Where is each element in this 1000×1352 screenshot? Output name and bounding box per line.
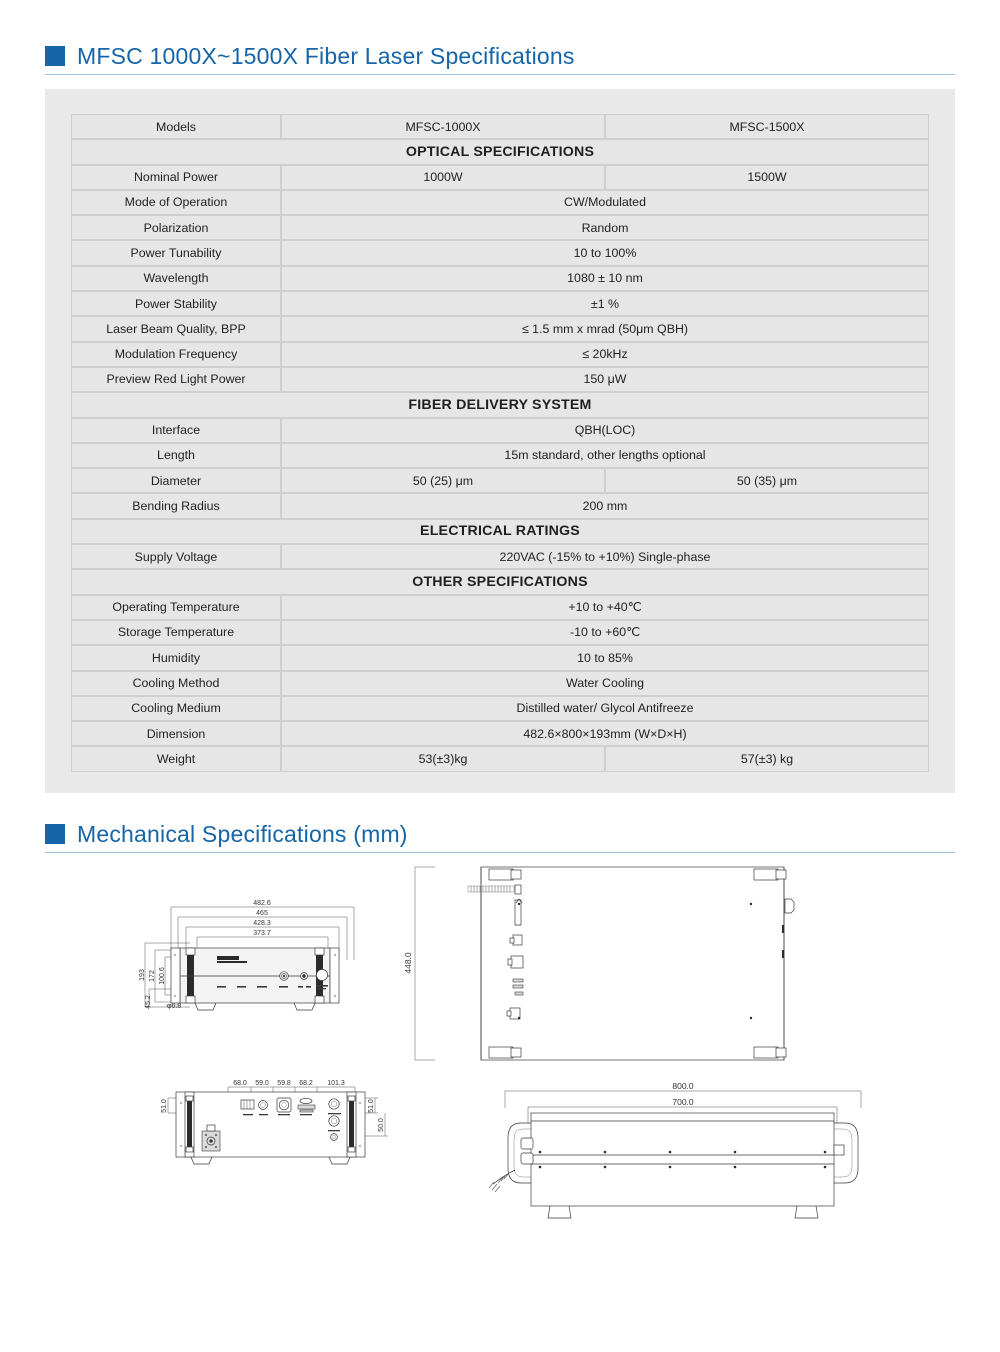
dim-428-3: 428.3 (253, 920, 271, 927)
dim-68-2: 68.2 (299, 1080, 313, 1087)
front-left-ear (171, 948, 180, 1003)
table-cell-value: Water Cooling (281, 671, 929, 696)
connector-detail-6 (513, 985, 523, 988)
connector-detail-8b (507, 1011, 511, 1016)
table-row-cooling-medium (71, 696, 929, 721)
connector-detail-3b (510, 938, 514, 943)
table-cell-label: Humidity (71, 645, 281, 670)
handle-bottom-left-cap (186, 996, 195, 1003)
table-row-models (71, 114, 929, 139)
table-cell-value-1000x: 50 (25) μm (281, 468, 605, 493)
screw-dot (518, 1017, 520, 1019)
connector-detail-4 (511, 956, 523, 968)
table-cell-value: 15m standard, other lengths optional (281, 443, 929, 468)
table-cell-value: 220VAC (-15% to +10%) Single-phase (281, 544, 929, 569)
table-cell-label: Power Tunability (71, 240, 281, 265)
table-row-operating-temperature (71, 595, 929, 620)
table-cell-label: Power Stability (71, 291, 281, 316)
table-cell-label: Interface (71, 418, 281, 443)
table-cell-model-1000x: MFSC-1000X (281, 114, 605, 139)
front-right-foot (294, 1003, 315, 1010)
table-cell-value-1500x: 50 (35) μm (605, 468, 929, 493)
table-cell-value: CW/Modulated (281, 190, 929, 215)
connector-detail-5 (513, 979, 523, 982)
table-cell-value-1000x: 53(±3)kg (281, 746, 605, 771)
dim-59-8: 59.8 (277, 1080, 291, 1087)
ac-input-connector-icon (259, 1101, 268, 1110)
table-cell-value: ≤ 20kHz (281, 342, 929, 367)
top-ear-tab-fl (511, 870, 521, 879)
water-out-connector-icon (329, 1099, 339, 1109)
dim-51-0-right: 51.0 (368, 1099, 375, 1113)
connector-detail-1 (515, 885, 521, 894)
screw-dot (750, 903, 752, 905)
rear-handle-cap-br (348, 1147, 355, 1152)
dim-193: 193 (139, 969, 146, 981)
side-connector-1 (521, 1138, 533, 1149)
table-row-preview-red-light (71, 367, 929, 392)
rear-view-drawing (161, 1080, 388, 1164)
table-row-group-fiber (71, 392, 929, 417)
dim-68-0: 68.0 (233, 1080, 247, 1087)
mechanical-section-heading (45, 816, 955, 852)
ground-terminal-icon (331, 1134, 338, 1141)
table-row-humidity (71, 645, 929, 670)
table-cell-value: 10 to 100% (281, 240, 929, 265)
table-cell-label: Cooling Method (71, 671, 281, 696)
table-row-cooling-method (71, 671, 929, 696)
table-cell-label: Laser Beam Quality, BPP (71, 316, 281, 341)
dim-51-0-left: 51.0 (161, 1099, 168, 1113)
table-cell-value-1500x: 57(±3) kg (605, 746, 929, 771)
table-cell-label: Supply Voltage (71, 544, 281, 569)
top-ear-tab-rr (776, 1048, 786, 1057)
table-row-diameter (71, 468, 929, 493)
table-row-power-stability (71, 291, 929, 316)
emergency-stop-icon (316, 969, 327, 980)
table-row-modulation-frequency (71, 342, 929, 367)
rear-left-handle (187, 1098, 192, 1150)
front-left-foot (195, 1003, 216, 1010)
accent-square-icon (45, 824, 65, 844)
fiber-cable-strain-relief-icon (489, 1173, 509, 1192)
top-ear-front-left (489, 869, 513, 880)
table-row-nominal-power (71, 165, 929, 190)
connector-detail-4b (508, 959, 512, 965)
table-row-group-other (71, 569, 929, 594)
specifications-panel (45, 89, 955, 793)
table-row-power-tunability (71, 240, 929, 265)
table-cell-value: -10 to +60℃ (281, 620, 929, 645)
side-right-foot (795, 1206, 818, 1218)
table-cell-model-1500x: MFSC-1500X (605, 114, 929, 139)
screw-dot (750, 1017, 752, 1019)
table-cell-label: Mode of Operation (71, 190, 281, 215)
side-view-body (531, 1113, 834, 1206)
table-row-wavelength (71, 266, 929, 291)
dim-373-7: 373.7 (253, 930, 271, 937)
table-cell-label: Preview Red Light Power (71, 367, 281, 392)
power-inlet-icon (241, 1100, 254, 1109)
specs-section-heading (45, 38, 955, 74)
page-title: MFSC 1000X~1500X Fiber Laser Specifications (77, 42, 575, 69)
rear-right-foot (329, 1157, 350, 1164)
rear-left-foot (191, 1157, 212, 1164)
table-row-group-optical (71, 139, 929, 164)
top-ear-rear-right (754, 1047, 778, 1058)
side-view-drawing (489, 1081, 861, 1218)
right-side-connector-icon (785, 899, 794, 913)
table-cell-label: Wavelength (71, 266, 281, 291)
table-cell-label: Models (71, 114, 281, 139)
table-cell-label: Nominal Power (71, 165, 281, 190)
handle-bottom-right-cap (315, 996, 324, 1003)
dim-45-2: 45.2 (145, 995, 152, 1009)
dim-465: 465 (256, 910, 268, 917)
table-row-interface (71, 418, 929, 443)
top-view-vertical-dimension (415, 867, 435, 1060)
table-row-length (71, 443, 929, 468)
side-connector-2 (521, 1153, 533, 1164)
table-cell-value-1500x: 1500W (605, 165, 929, 190)
table-body (71, 114, 929, 772)
table-cell-value-1000x: 1000W (281, 165, 605, 190)
table-cell-label: Weight (71, 746, 281, 771)
table-cell-value: +10 to +40℃ (281, 595, 929, 620)
table-cell-value: Random (281, 215, 929, 240)
top-ear-front-right (754, 869, 778, 880)
table-cell-label: Cooling Medium (71, 696, 281, 721)
group-header-fiber-delivery: FIBER DELIVERY SYSTEM (71, 392, 929, 417)
table-row-weight (71, 746, 929, 771)
rear-handle-cap-bl (186, 1147, 193, 1152)
front-left-handle (187, 952, 194, 999)
table-cell-label: Polarization (71, 215, 281, 240)
top-view-drawing (403, 867, 794, 1060)
side-left-foot (548, 1206, 571, 1218)
table-row-group-electrical (71, 519, 929, 544)
dim-phi-6-8: φ6.8 (167, 1003, 182, 1010)
heading-divider (45, 74, 955, 75)
table-cell-value: 1080 ± 10 nm (281, 266, 929, 291)
handle-top-left-cap (186, 948, 195, 955)
table-cell-label: Storage Temperature (71, 620, 281, 645)
screw-dot (518, 903, 520, 905)
table-cell-value: QBH(LOC) (281, 418, 929, 443)
top-ear-tab-fr (776, 870, 786, 879)
top-ear-tab-rl (511, 1048, 521, 1057)
table-row-bending-radius (71, 493, 929, 518)
indicator-button-center (302, 974, 305, 977)
table-row-storage-temperature (71, 620, 929, 645)
rear-handle-cap-tr (348, 1096, 355, 1101)
dim-59-0: 59.0 (255, 1080, 269, 1087)
top-view-body (481, 867, 784, 1060)
table-cell-label: Dimension (71, 721, 281, 746)
table-cell-label: Length (71, 443, 281, 468)
heading-divider (45, 852, 955, 853)
mechanical-title: Mechanical Specifications (mm) (77, 820, 408, 847)
table-row-polarization (71, 215, 929, 240)
dim-101-3: 101.3 (327, 1080, 345, 1087)
table-cell-label: Modulation Frequency (71, 342, 281, 367)
dim-50-0: 50.0 (378, 1118, 385, 1132)
side-connector-right (834, 1145, 844, 1155)
right-side-notch-1 (782, 925, 784, 933)
group-header-electrical: ELECTRICAL RATINGS (71, 519, 929, 544)
water-in-connector-icon (329, 1116, 339, 1126)
table-cell-label: Bending Radius (71, 493, 281, 518)
dim-700-0: 700.0 (672, 1097, 694, 1107)
table-cell-value: 482.6×800×193mm (W×D×H) (281, 721, 929, 746)
table-cell-value: ±1 % (281, 291, 929, 316)
front-view-drawing (139, 900, 354, 1010)
table-cell-value: Distilled water/ Glycol Antifreeze (281, 696, 929, 721)
table-cell-label: Diameter (71, 468, 281, 493)
table-row-supply-voltage (71, 544, 929, 569)
table-cell-label: Operating Temperature (71, 595, 281, 620)
dim-100-6: 100.6 (159, 967, 166, 985)
dim-800-0: 800.0 (672, 1081, 694, 1091)
table-row-dimension (71, 721, 929, 746)
key-switch-center (283, 975, 285, 977)
right-side-notch-2 (782, 950, 784, 958)
specifications-table (71, 114, 929, 772)
handle-top-right-cap (315, 948, 324, 955)
dim-172: 172 (149, 970, 156, 982)
top-ear-rear-left (489, 1047, 513, 1058)
group-header-optical: OPTICAL SPECIFICATIONS (71, 139, 929, 164)
rear-right-handle (349, 1098, 354, 1150)
dim-482-6: 482.6 (253, 900, 271, 907)
mechanical-drawings (45, 855, 955, 1325)
table-row-beam-quality (71, 316, 929, 341)
front-right-ear (330, 948, 339, 1003)
connector-detail-7 (515, 992, 523, 995)
accent-square-icon (45, 46, 65, 66)
table-cell-value: 200 mm (281, 493, 929, 518)
table-cell-value: 10 to 85% (281, 645, 929, 670)
group-header-other: OTHER SPECIFICATIONS (71, 569, 929, 594)
table-row-mode-of-operation (71, 190, 929, 215)
dim-448-0: 448.0 (403, 952, 413, 974)
rear-handle-cap-tl (186, 1096, 193, 1101)
table-cell-value: ≤ 1.5 mm x mrad (50μm QBH) (281, 316, 929, 341)
table-cell-value: 150 μW (281, 367, 929, 392)
